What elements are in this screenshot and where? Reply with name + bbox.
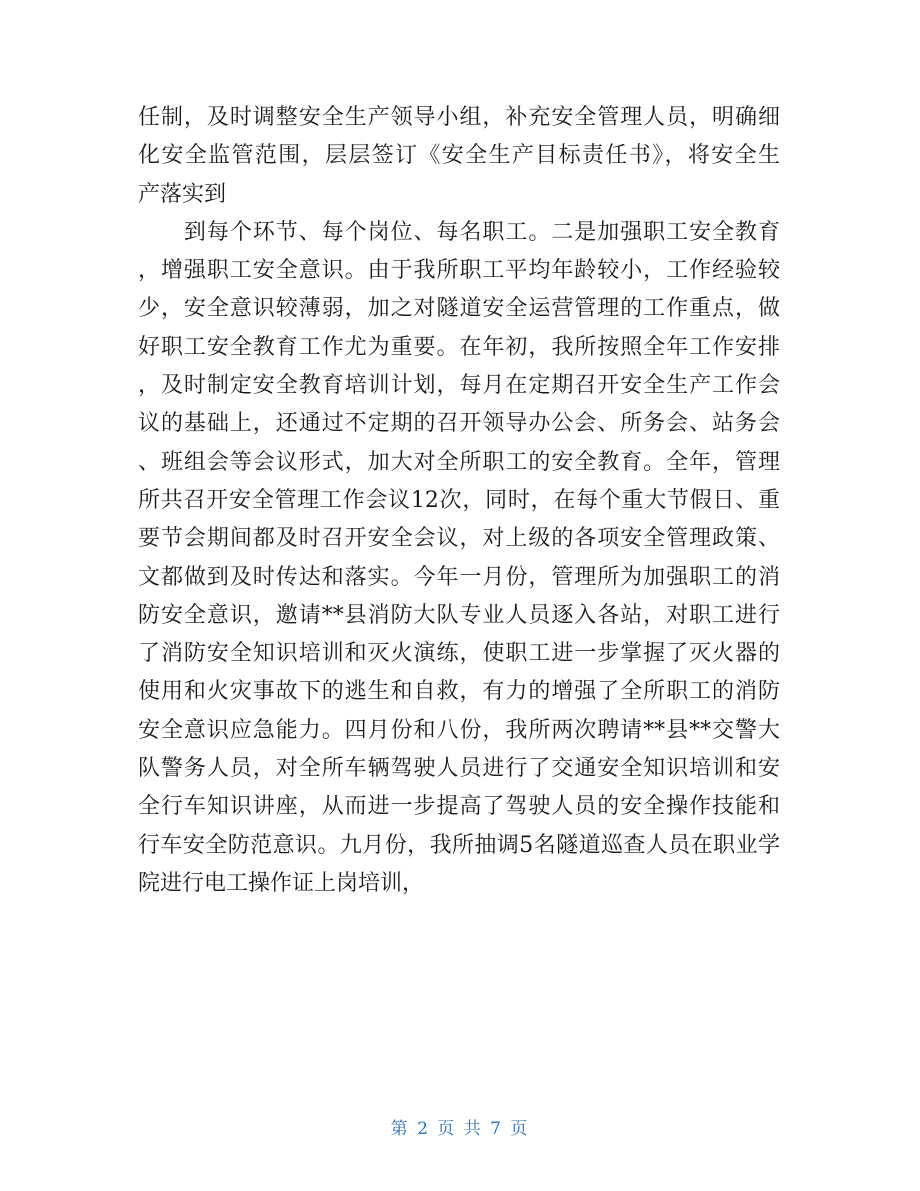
text-line: 议的基础上，还通过不定期的召开领导办公会、所务会、站务会 — [138, 411, 780, 437]
text-line: 所共召开安全管理工作会议12次，同时，在每个重大节假日、重 — [138, 487, 780, 513]
text-line: 文都做到及时传达和落实。今年一月份，管理所为加强职工的消 — [138, 564, 780, 590]
text-line: 了消防安全知识培训和灭火演练，使职工进一步掌握了灭火器的 — [138, 641, 780, 667]
text-line: 、班组会等会议形式，加大对全所职工的安全教育。全年，管理 — [138, 449, 780, 475]
text-line: ，及时制定安全教育培训计划，每月在定期召开安全生产工作会 — [138, 373, 780, 399]
text-line: 任制，及时调整安全生产领导小组，补充安全管理人员，明确细 — [138, 105, 780, 130]
text-line: 行车安全防范意识。九月份，我所抽调5名隧道巡查人员在职业学 — [138, 832, 780, 858]
text-line: 院进行电工操作证上岗培训， — [138, 870, 425, 896]
text-line: ，增强职工安全意识。由于我所职工平均年龄较小，工作经验较 — [138, 258, 780, 284]
body-text — [138, 99, 780, 903]
text-line: 要节会期间都及时召开安全会议，对上级的各项安全管理政策、 — [138, 526, 780, 552]
text-line: 安全意识应急能力。四月份和八份，我所两次聘请**县**交警大 — [138, 717, 780, 743]
text-line: 防安全意识，邀请**县消防大队专业人员逐入各站，对职工进行 — [138, 602, 780, 628]
text-line: 少，安全意识较薄弱，加之对隧道安全运营管理的工作重点，做 — [138, 296, 780, 322]
text-line: 全行车知识讲座，从而进一步提高了驾驶人员的安全操作技能和 — [138, 794, 780, 820]
page-number-footer: 第 2 页 共 7 页 — [390, 1119, 530, 1139]
text-line: 好职工安全教育工作尤为重要。在年初，我所按照全年工作安排 — [138, 334, 780, 360]
text-line: 到每个环节、每个岗位、每名职工。二是加强职工安全教育 — [138, 219, 780, 245]
text-line: 化安全监管范围，层层签订《安全生产目标责任书》，将安全生 — [138, 143, 780, 169]
text-line: 队警务人员，对全所车辆驾驶人员进行了交通安全知识培训和安 — [138, 756, 780, 782]
text-line: 产落实到 — [138, 181, 227, 207]
text-line: 使用和火灾事故下的逃生和自救，有力的增强了全所职工的消防 — [138, 679, 780, 705]
